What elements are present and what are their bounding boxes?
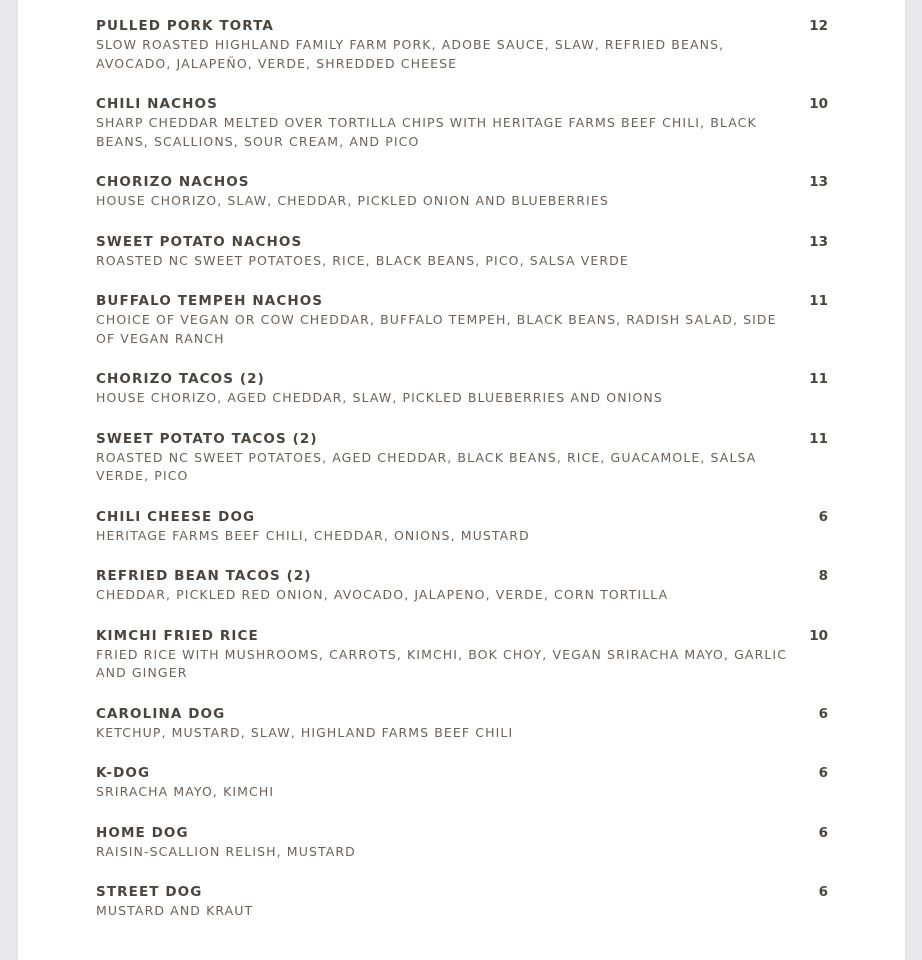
menu-item — [96, 883, 828, 921]
menu-item-price: 6 — [818, 884, 828, 900]
menu-item-description: FRIED RICE WITH MUSHROOMS, CARROTS, KIMCHI, BOK CHOY, VEGAN SRIRACHA MAYO, GARLIC AND GINGER — [96, 646, 788, 680]
menu-item-name: STREET DOG — [96, 884, 203, 900]
menu-item-header — [96, 883, 828, 902]
menu-item-price: 11 — [809, 371, 828, 387]
menu-item-header — [96, 17, 828, 36]
menu-item-name: CHILI CHEESE DOG — [96, 508, 256, 525]
menu-item-description: SHARP CHEDDAR MELTED OVER TORTILLA CHIPS WITH HERITAGE FARMS BEEF CHILI, BLACK BEANS, SCALLIONS, SOUR CREAM, AND PICO — [96, 115, 757, 149]
menu-item-description: HOUSE CHORIZO, SLAW, CHEDDAR, PICKLED ONION AND BLUEBERRIES — [96, 193, 609, 208]
menu-item-header — [96, 173, 828, 192]
menu-item-header — [96, 292, 828, 311]
menu-item-price: 13 — [809, 174, 828, 190]
menu-item-header — [96, 705, 828, 724]
menu-item-header — [96, 430, 828, 449]
menu-item — [96, 627, 828, 683]
menu-item-price: 11 — [809, 430, 828, 447]
menu-item-header — [96, 764, 828, 783]
menu-item-header — [96, 370, 828, 389]
menu-item-description: SLOW ROASTED HIGHLAND FAMILY FARM PORK, ADOBE SAUCE, SLAW, REFRIED BEANS, AVOCADO, JALAPEÑO, VERDE, SHREDDED CHEESE — [96, 37, 725, 71]
menu-item-description: MUSTARD AND KRAUT — [96, 903, 254, 918]
menu-item-description: HOUSE CHORIZO, AGED CHEDDAR, SLAW, PICKLED BLUEBERRIES AND ONIONS — [96, 390, 663, 405]
menu-item-name: CAROLINA DOG — [96, 705, 226, 722]
menu-item-name: CHORIZO NACHOS — [96, 174, 250, 190]
menu-item-description: CHOICE OF VEGAN OR COW CHEDDAR, BUFFALO TEMPEH, BLACK BEANS, RADISH SALAD, SIDE OF VEGAN RANCH — [96, 312, 777, 346]
menu-item-header — [96, 824, 828, 843]
menu-item-price: 12 — [809, 18, 828, 34]
menu-item-description: ROASTED NC SWEET POTATOES, RICE, BLACK BEANS, PICO, SALSA VERDE — [96, 252, 629, 268]
menu-item-description: RAISIN-SCALLION RELISH, MUSTARD — [96, 843, 356, 859]
menu-item-header — [96, 95, 828, 114]
menu-item — [96, 430, 828, 486]
menu-item-header — [96, 233, 828, 252]
menu-item-price: 6 — [818, 705, 828, 722]
menu-item-name: K-DOG — [96, 765, 151, 781]
menu-item — [96, 764, 828, 802]
menu-item — [96, 233, 828, 271]
menu-item — [96, 173, 828, 211]
menu-item-name: SWEET POTATO NACHOS — [96, 233, 303, 250]
menu-page — [18, 0, 905, 960]
menu-item-description: ROASTED NC SWEET POTATOES, AGED CHEDDAR, BLACK BEANS, RICE, GUACAMOLE, SALSA VERDE, PICO — [96, 449, 757, 483]
menu-item — [96, 292, 828, 348]
menu-item-name: SWEET POTATO TACOS (2) — [96, 430, 318, 447]
menu-item-header — [96, 567, 828, 586]
menu-item-description: KETCHUP, MUSTARD, SLAW, HIGHLAND FARMS BEEF CHILI — [96, 724, 514, 740]
menu-item — [96, 17, 828, 73]
menu-item-price: 10 — [809, 96, 828, 112]
menu-item — [96, 705, 828, 743]
menu-item-header — [96, 508, 828, 527]
menu-item — [96, 824, 828, 862]
menu-item-price: 10 — [809, 627, 828, 644]
menu-item-name: PULLED PORK TORTA — [96, 18, 274, 34]
menu-item-description: HERITAGE FARMS BEEF CHILI, CHEDDAR, ONIONS, MUSTARD — [96, 527, 530, 543]
menu-item-name: BUFFALO TEMPEH NACHOS — [96, 293, 324, 309]
menu-item-name: REFRIED BEAN TACOS (2) — [96, 568, 312, 584]
menu-item — [96, 567, 828, 605]
menu-item-header — [96, 627, 828, 646]
menu-item — [96, 95, 828, 151]
menu-item-description: CHEDDAR, PICKLED RED ONION, AVOCADO, JALAPENO, VERDE, CORN TORTILLA — [96, 587, 669, 602]
menu-item-name: CHILI NACHOS — [96, 96, 218, 112]
menu-item-name: HOME DOG — [96, 824, 189, 841]
menu-item-name: CHORIZO TACOS (2) — [96, 371, 265, 387]
menu-item-price: 6 — [818, 824, 828, 841]
menu-item-description: SRIRACHA MAYO, KIMCHI — [96, 784, 275, 799]
menu-item-price: 13 — [809, 233, 828, 250]
menu-item-price: 6 — [818, 765, 828, 781]
menu-item-price: 6 — [818, 508, 828, 525]
menu-item-price: 11 — [809, 293, 828, 309]
menu-item — [96, 508, 828, 546]
menu-list — [96, 17, 828, 943]
menu-item-price: 8 — [818, 568, 828, 584]
menu-item — [96, 370, 828, 408]
menu-item-name: KIMCHI FRIED RICE — [96, 627, 259, 644]
